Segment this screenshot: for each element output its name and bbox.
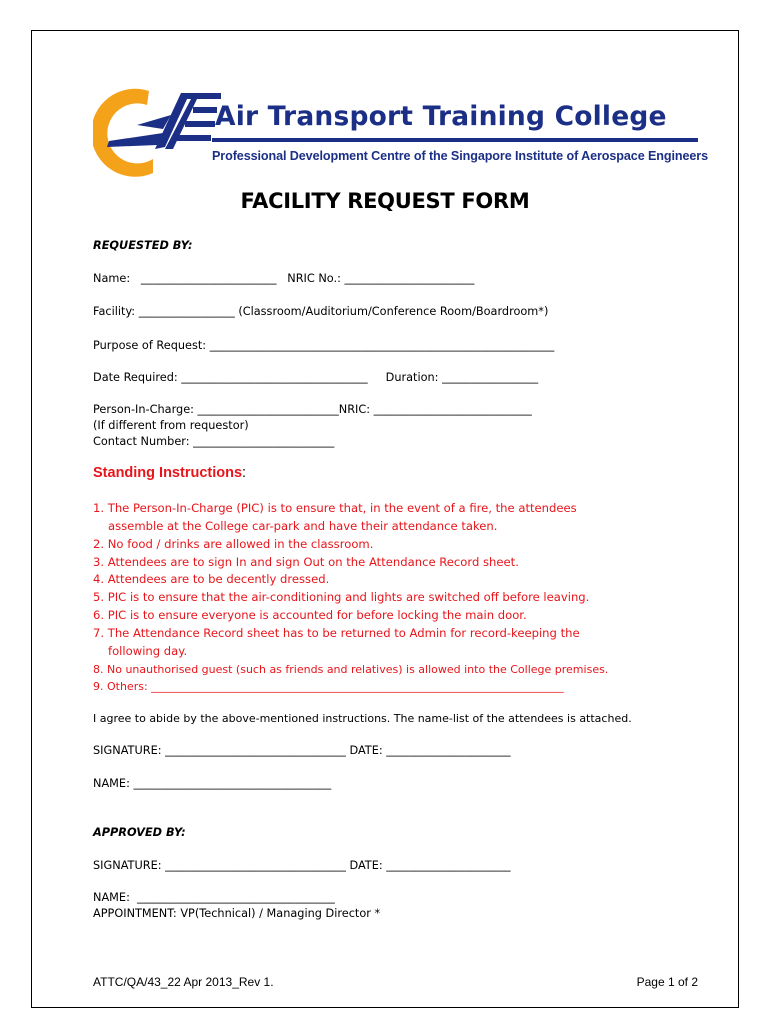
brand-subtitle: Professional Development Centre of the Singapore Institute of Aerospace Engineers — [212, 149, 708, 163]
instruction-item: following day. — [108, 644, 188, 658]
purpose-field[interactable]: Purpose of Request: _____________________________________________________________ — [93, 339, 555, 352]
requested-by-heading: REQUESTED BY: — [93, 239, 193, 252]
instruction-item: 3. Attendees are to sign In and sign Out on the Attendance Record sheet. — [93, 555, 519, 569]
approver-name-field[interactable]: NAME: ___________________________________ — [93, 891, 335, 904]
instruction-item: 4. Attendees are to be decently dressed. — [93, 572, 330, 586]
agreement-text: I agree to abide by the above-mentioned instructions. The name-list of the attendees is attached. — [93, 712, 632, 725]
contact-number-field[interactable]: Contact Number: _________________________ — [93, 435, 335, 448]
others-field[interactable]: 9. Others: ___________________________________________________________________________ — [93, 680, 564, 693]
instruction-item: 6. PIC is to ensure everyone is accounted for before locking the main door. — [93, 608, 527, 622]
brand-title: Air Transport Training College — [215, 101, 667, 132]
page-number: Page 1 of 2 — [636, 975, 698, 989]
approver-signature-date-field[interactable]: SIGNATURE: ________________________________ DATE: ______________________ — [93, 859, 511, 872]
pic-nric-field[interactable]: Person-In-Charge: _________________________NRIC: ____________________________ — [93, 403, 532, 416]
college-logo-icon — [93, 85, 223, 177]
instruction-item: assemble at the College car-park and have their attendance taken. — [108, 519, 498, 533]
form-title: FACILITY REQUEST FORM — [240, 189, 530, 213]
approved-by-heading: APPROVED BY: — [93, 826, 186, 839]
standing-instructions-title: Standing Instructions — [93, 465, 243, 481]
standing-instructions-heading — [93, 465, 246, 481]
heading-colon: : — [242, 465, 247, 481]
instruction-item: 5. PIC is to ensure that the air-conditioning and lights are switched off before leaving. — [93, 590, 590, 604]
brand-divider — [212, 138, 698, 142]
date-duration-field[interactable]: Date Required: _________________________________ Duration: _________________ — [93, 371, 539, 384]
instruction-item: 1. The Person-In-Charge (PIC) is to ensure that, in the event of a fire, the attendees — [93, 501, 577, 515]
document-reference: ATTC/QA/43_22 Apr 2013_Rev 1. — [93, 975, 274, 989]
instruction-item: 2. No food / drinks are allowed in the classroom. — [93, 537, 374, 551]
facility-field[interactable]: Facility: _________________ (Classroom/Auditorium/Conference Room/Boardroom*) — [93, 305, 549, 318]
requester-signature-date-field[interactable]: SIGNATURE: ________________________________ DATE: ______________________ — [93, 744, 511, 757]
instruction-item: 7. The Attendance Record sheet has to be returned to Admin for record-keeping the — [93, 626, 580, 640]
requester-name-field[interactable]: NAME: ___________________________________ — [93, 777, 332, 790]
appointment-line: APPOINTMENT: VP(Technical) / Managing Director * — [93, 907, 381, 920]
name-nric-field[interactable]: Name: ________________________ NRIC No.: _______________________ — [93, 272, 475, 285]
instruction-item: 8. No unauthorised guest (such as friends and relatives) is allowed into the College premises. — [93, 663, 609, 676]
pic-note: (If different from requestor) — [93, 419, 249, 432]
